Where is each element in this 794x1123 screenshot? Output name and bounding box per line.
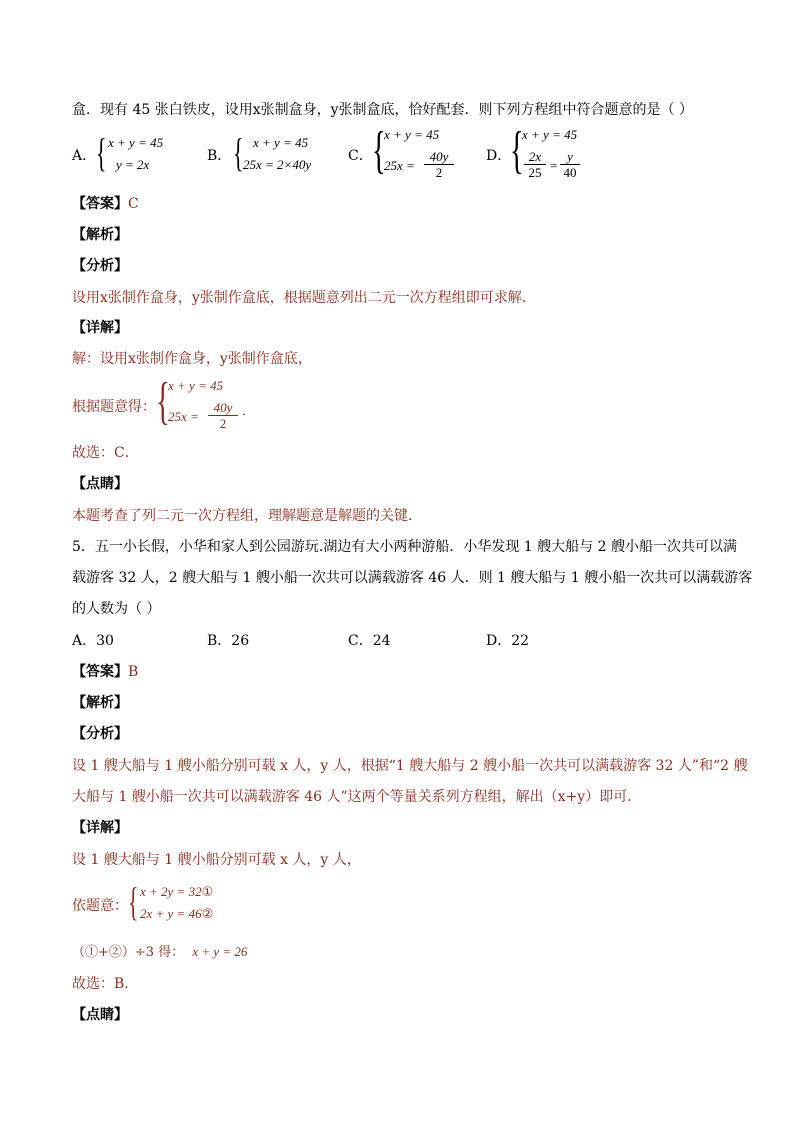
q4-dianjing-tag: 【点睛】	[72, 476, 128, 492]
q5-answer-line	[72, 662, 138, 682]
q4-option-a-eq2: y = 2x	[116, 157, 150, 172]
q4-option-d-fraction-2: $\frac{y}{40}$	[560, 149, 580, 180]
q4-choose: 故选：C．	[72, 445, 139, 461]
q4-xiangjie-line1: 解：设用x张制作盒身，y张制作盒底，	[72, 351, 312, 367]
q5-sys-eq1: x + 2y = 32	[140, 884, 202, 899]
q4-option-b-system: { x + y = 45 25x = 2×40y	[233, 130, 312, 175]
q4-sys-eq1: x + y = 45	[168, 378, 224, 393]
q5-choose: 故选：B．	[72, 976, 139, 992]
eq-mark-1: ①	[201, 884, 214, 899]
answer-value: B	[128, 664, 139, 680]
q4-stem: 盒．现有 45 张白铁皮，设用x张制盒身，y张制盒底，恰好配套．则下列方程组中符合题意的是（ ）	[72, 102, 693, 118]
q4-option-d-eq1: x + y = 45	[522, 127, 578, 142]
q4-option-d-fraction-1: $\frac{2x}{25}$	[524, 149, 546, 180]
q4-sys-eq2-lhs: 25x =	[168, 409, 199, 424]
q4-answer-line	[72, 194, 139, 214]
q5-option-c: C．24	[348, 633, 391, 649]
q4-jiexi-tag: 【解析】	[72, 227, 128, 243]
q5-stem-line2: 载游客 32 人，2 艘大船与 1 艘小船一次共可以满载游客 46 人．则 1 艘大船与 1 艘小船一次共可以满载游客	[72, 570, 753, 586]
q4-option-d-label: D．	[486, 148, 512, 164]
q5-option-a: A．30	[72, 633, 114, 649]
q5-solution-system: { x + 2y = 32① 2x + y = 46②	[128, 879, 214, 924]
q5-fenxi-tag: 【分析】	[72, 726, 128, 742]
q4-option-a-system: { x + y = 45 y = 2x	[96, 130, 164, 175]
q5-xiangjie-line2-prefix: 依题意：	[72, 898, 128, 914]
q4-sys-fraction: $\frac{40y}{2}$	[208, 400, 238, 431]
eq-mark-2: ②	[201, 906, 214, 921]
q4-option-b-eq2: 25x = 2×40y	[243, 157, 312, 172]
q4-option-b-eq1: x + y = 45	[253, 135, 309, 150]
q4-option-c-fraction: $\frac{40y}{2}$	[424, 149, 454, 180]
q4-xiangjie-line2-prefix: 根据题意得：	[72, 399, 156, 415]
q4-option-c-label: C．	[348, 148, 373, 164]
q4-option-d-system: { x + y = 45 $\frac{2x}{25}$ = $\frac{y}{40}$	[510, 127, 600, 187]
q5-dianjing-tag: 【点睛】	[72, 1007, 128, 1023]
q5-fenxi-line1: 设 1 艘大船与 1 艘小船分别可载 x 人，y 人，根据“1 艘大船与 2 艘小船一次共可以满载游客 32 人”和“2 艘	[72, 758, 748, 774]
q5-jiexi-tag: 【解析】	[72, 695, 128, 711]
q4-option-b-label: B．	[207, 148, 232, 164]
q5-option-d: D．22	[486, 633, 530, 649]
q5-step	[72, 942, 247, 963]
answer-tag: 【答案】	[72, 664, 128, 680]
q5-step-prefix: （①+②）÷3 得：	[72, 945, 185, 960]
q5-stem-line3: 的人数为（ ）	[72, 601, 161, 617]
q4-option-a-label: A．	[72, 148, 97, 164]
q4-xiangjie-tag: 【详解】	[72, 320, 128, 336]
q4-option-c-eq1: x + y = 45	[384, 127, 440, 142]
q5-option-b: B．26	[207, 633, 250, 649]
q4-fenxi-text: 设用x张制作盒身，y张制作盒底，根据题意列出二元一次方程组即可求解．	[72, 290, 536, 306]
q4-option-d-eq-sign: =	[550, 158, 558, 173]
q5-fenxi-line2: 大船与 1 艘小船一次共可以满载游客 46 人”这两个等量关系列方程组，解出（x+y）即可．	[72, 789, 642, 805]
q4-option-c-system: { x + y = 45 25x = $\frac{40y}{2}$	[372, 127, 462, 187]
q5-xiangjie-line1: 设 1 艘大船与 1 艘小船分别可载 x 人，y 人，	[72, 852, 361, 868]
answer-value: C	[128, 196, 139, 212]
answer-tag: 【答案】	[72, 196, 128, 212]
q5-stem-line1: 5．五一小长假，小华和家人到公园游玩.湖边有大小两种游船．小华发现 1 艘大船与 2 艘小船一次共可以满	[72, 539, 737, 555]
q5-step-eq: x + y = 26	[192, 944, 248, 959]
q4-fenxi-tag: 【分析】	[72, 258, 128, 274]
q5-xiangjie-tag: 【详解】	[72, 820, 128, 836]
q4-dianjing-text: 本题考查了列二元一次方程组，理解题意是解题的关键．	[72, 508, 422, 524]
q4-option-c-eq2-lhs: 25x =	[384, 158, 415, 173]
q4-solution-system: { x + y = 45 25x = $\frac{40y}{2}$ ．	[156, 373, 256, 431]
q4-option-a-eq1: x + y = 45	[108, 135, 164, 150]
q5-sys-eq2: 2x + y = 46	[140, 906, 202, 921]
